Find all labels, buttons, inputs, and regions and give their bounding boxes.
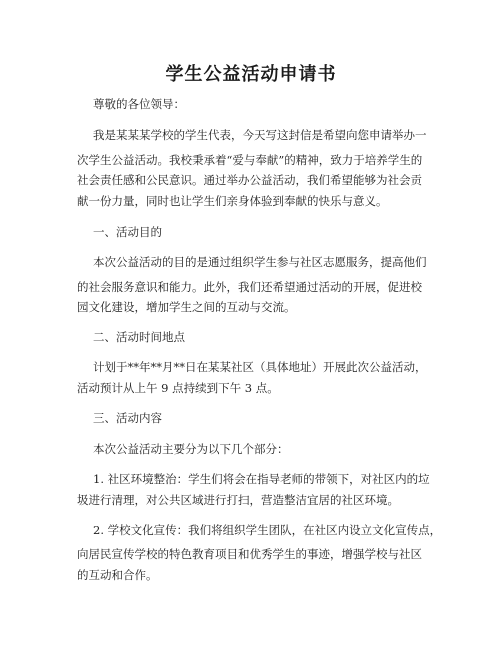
- section-line: 园文化建设，增加学生之间的互动与交流。: [77, 300, 296, 314]
- intro-line: 次学生公益活动。我校秉承着“爱与奉献”的精神，致力于培养学生的: [77, 153, 423, 167]
- section-heading: 一、活动目的: [93, 225, 162, 239]
- list-item-line: 2. 学校文化宣传：我们将组织学生团队，在社区内设立文化宣传点，: [93, 523, 442, 537]
- document-title: 学生公益活动申请书: [165, 64, 337, 85]
- section-heading: 二、活动时间地点: [93, 330, 185, 344]
- list-item-line: 圾进行清理，对公共区域进行打扫，营造整洁宜居的社区环境。: [77, 493, 399, 507]
- intro-line: 社会责任感和公民意识。通过举办公益活动，我们希望能够为社会贡: [77, 173, 422, 187]
- section-heading: 三、活动内容: [93, 411, 162, 425]
- section-line: 本次公益活动的目的是通过组织学生参与社区志愿服务，提高他们: [93, 255, 427, 269]
- section-line: 活动预计从上午 9 点持续到下午 3 点。: [77, 381, 279, 395]
- greeting: 尊敬的各位领导：: [93, 97, 185, 111]
- section-line: 的社会服务意识和能力。此外，我们还希望通过活动的开展，促进校: [77, 280, 422, 294]
- section-line: 计划于**年**月**日在某某社区（具体地址）开展此次公益活动，: [93, 360, 427, 374]
- list-item-line: 的互动和合作。: [77, 568, 158, 582]
- intro-line: 献一份力量，同时也让学生们亲身体验到奉献的快乐与意义。: [77, 194, 388, 208]
- section-line: 本次公益活动主要分为以下几个部分：: [93, 442, 289, 456]
- intro-line: 我是某某某学校的学生代表，今天写这封信是希望向您申请举办一: [93, 128, 427, 142]
- list-item-line: 1. 社区环境整治：学生们将会在指导老师的带领下，对社区内的垃: [93, 472, 430, 486]
- list-item-line: 向居民宣传学校的特色教育项目和优秀学生的事迹，增强学校与社区: [77, 547, 422, 561]
